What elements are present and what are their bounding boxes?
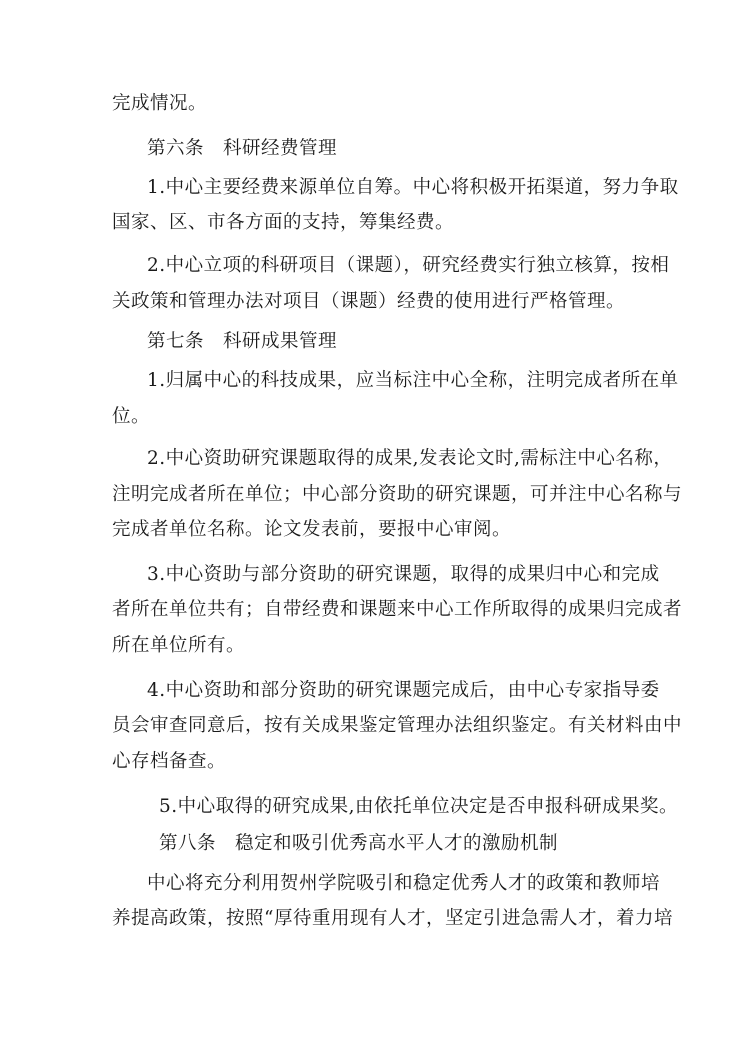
article-7-item-5: 5.中心取得的研究成果,由依托单位决定是否申报科研成果奖。 (159, 796, 679, 817)
article-7-item-2-line-3: 完成者单位名称。论文发表前，要报中心审阅。 (112, 519, 512, 540)
article-6-heading: 第六条 科研经费管理 (147, 138, 338, 159)
article-7-item-4-line-2: 员会审查同意后，按有关成果鉴定管理办法组织鉴定。有关材料由中 (112, 715, 683, 736)
article-8-heading: 第八条 稳定和吸引优秀高水平人才的激励机制 (159, 833, 559, 854)
article-7-item-4-line-1: 4.中心资助和部分资助的研究课题完成后，由中心专家指导委 (147, 680, 660, 701)
article-6-item-2-line-1: 2.中心立项的科研项目（课题），研究经费实行独立核算，按相 (147, 255, 670, 276)
article-7-item-3-line-2: 者所在单位共有；自带经费和课题来中心工作所取得的成果归完成者 (112, 599, 683, 620)
text-line-continuation: 完成情况。 (112, 93, 208, 114)
article-6-item-2-line-2: 关政策和管理办法对项目（课题）经费的使用进行严格管理。 (112, 291, 626, 312)
article-6-item-1-line-1: 1.中心主要经费来源单位自筹。中心将积极开拓渠道，努力争取 (147, 177, 679, 198)
article-7-item-4-line-3: 心存档备查。 (112, 751, 227, 772)
article-7-item-1-line-2: 位。 (112, 406, 151, 427)
article-7-item-3-line-3: 所在单位所有。 (112, 635, 246, 656)
article-7-item-3-line-1: 3.中心资助与部分资助的研究课题，取得的成果归中心和完成 (147, 564, 660, 585)
article-6-item-1-line-2: 国家、区、市各方面的支持，筹集经费。 (112, 212, 455, 233)
article-7-item-2-line-2: 注明完成者所在单位；中心部分资助的研究课题，可并注中心名称与 (112, 484, 683, 505)
article-8-paragraph-line-1: 中心将充分利用贺州学院吸引和稳定优秀人才的政策和教师培 (147, 873, 661, 894)
article-7-heading: 第七条 科研成果管理 (147, 331, 338, 352)
article-7-item-1-line-1: 1.归属中心的科技成果，应当标注中心全称，注明完成者所在单 (147, 370, 679, 391)
article-7-item-2-line-1: 2.中心资助研究课题取得的成果,发表论文时,需标注中心名称， (147, 448, 673, 469)
article-8-paragraph-line-2: 养提高政策，按照“厚待重用现有人才，坚定引进急需人才，着力培 (112, 908, 673, 929)
